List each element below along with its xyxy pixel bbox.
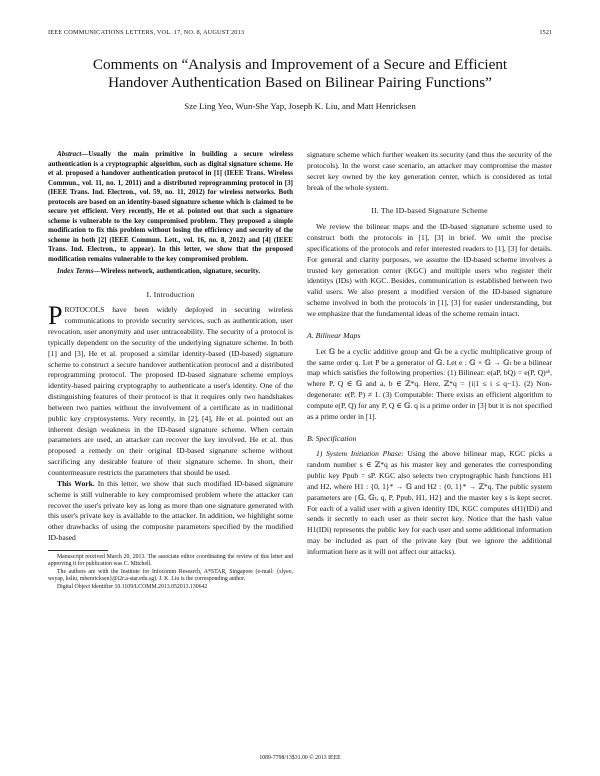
page-number: 1521 <box>539 29 552 36</box>
footnote-doi: Digital Object Identifier 10.1109/LCOMM.2013.052013.130642 <box>57 583 208 590</box>
intro-p1-text: ROTOCOLS have been widely deployed in securing wireless communications to provide security services, such as authentication, user revocation, user anonymity and user untraceability. The security of a protocol is typically dependent on the security of the underlying signature scheme. In both [1] and [3], He et al. proposed a similar identity-based (ID-based) signature scheme to construct a secure handover authentication protocol and a distributed reprogramming protocol. The proposed ID-based signature scheme employs identity-based pairing cryptography to authenticate a user's identity. One of the distinguishing features of their protocol is that it requires only two handshakes between two parties without the involvement of a certificate as in traditional public key cryptosystems. Very recently, in [2], [4], He et al. pointed out an inherent design weakness in the ID-based signature scheme. When certain parameters are used, an attacker can recover the key involved. He et al. thus proposed a remedy on their original ID-based signature scheme without sacrificing any desirable feature of their signature scheme. In short, their countermeasure restricts the parameters that should be used. <box>48 305 293 477</box>
subsection-heading-specification: B. Specification <box>307 433 357 443</box>
section2-paragraph: We review the bilinear maps and the ID-based signature scheme used to construct both the protocols in [1], [3] in brief. We omit the precise specifications of the protocols and refer interested readers to [1], [3] for details. For general and clarity purposes, we assume the ID-based scheme involves a trusted key generation center (KGC) and multiple users who register their identitys (IDs) with KGC. Besides, communication is established between two valid users. We also present a modified version of the ID-based signature scheme involved in both the protocols in [1], [3] for easier understanding, but we emphasize that the fundamental ideas of the scheme remain intact. <box>307 222 552 318</box>
paper-title-line-2: Handover Authentication Based on Bilinear Pairing Functions” <box>108 74 492 91</box>
index-terms-lead: Index Terms <box>57 267 94 275</box>
intro-p2-text: In this letter, we show that such modified ID-based signature scheme is still vulnerable to key compromised problem where the attacker can recover the user's private key as long as more than one signature generated with this user's private key is available to the attacker. In addition, we highlight some other drawbacks of using the composite parameters specified by the modified ID-based <box>48 478 293 543</box>
system-initiation-lead: 1) System Initiation Phase: <box>316 449 404 459</box>
introduction-paragraph-2 <box>48 479 293 544</box>
left-column <box>48 150 293 591</box>
drop-cap: P <box>48 301 63 331</box>
abstract-lead: Abstract <box>57 150 82 158</box>
abstract-text: —Usually the main primitive in building a secure wireless authentication is a cryptographic algorithm, such as digital signature scheme. He et al. proposed a handover authentication protocol in [1] (IEEE Trans. Wireless Commun., vol. 11, no. 1, 2011) and a distributed reprogramming protocol in [3] (IEEE Trans. Ind. Electron., vol. 59, no. 11, 2012) for wireless networks. Both protocols are based on an identity-based signature scheme which is claimed to be secure yet efficient. Very recently, He et al. pointed out that such a signature scheme is vulnerable to the key compromised problem. They proposed a simple modification to fix this problem without losing the efficiency and security of the scheme in both [2] (IEEE Commun. Lett., vol. 16, no. 8, 2012) and [4] (IEEE Trans. Ind. Electron., to appear). In this letter, we show that the proposed modification remains vulnerable to the key compromised problem. <box>48 150 293 263</box>
right-column <box>307 150 552 558</box>
index-terms-text: —Wireless network, authentication, signature, security. <box>93 267 261 275</box>
footnote-manuscript: Manuscript received March 20, 2013. The associate editor coordinating the review of this letter and approving it for publication was C. Mitchell. <box>48 553 293 568</box>
index-terms <box>48 267 293 277</box>
footnote-affiliation: The authors are with the Institute for Infocomm Research, A*STAR, Singapore (e-mail: {slyeo, wsyap, ksliu, mhenricksen}@i2r.a-star.edu.sg). J. K. Liu is the corresponding author. <box>48 568 293 583</box>
bilinear-maps-paragraph: Let 𝔾 be a cyclic additive group and 𝔾ₜ be a cyclic multiplicative group of the same order q. Let P be a generator of 𝔾. Let e : 𝔾 × 𝔾 → 𝔾ₜ be a bilinear map which satisfies the following properties: (1) Bilinear: e(aP, bQ) = e(P, Q)ᵃᵇ, where P, Q ∈ 𝔾 and a, b ∈ ℤ*q. Here, ℤ*q = {i|1 ≤ i ≤ q−1}. (2) Non-degenerate: e(P, P) ≠ 1. (3) Computable: There exists an efficient algorithm to compute e(P, Q) for any P, Q ∈ 𝔾. q is a prime order in [3] but it is not specified as a prime order in [1]. <box>307 346 552 421</box>
this-work-lead: This Work. <box>57 478 95 488</box>
paper-title-line-1: Comments on “Analysis and Improvement of a Secure and Efficient <box>92 56 508 73</box>
author-list: Sze Ling Yeo, Wun-She Yap, Joseph K. Liu, and Matt Henricksen <box>184 101 416 111</box>
intro-continuation: signature scheme which further weaken its security (and thus the security of the protocols). In the worst case scenario, an attacker may compromise the master secret key owned by the key generation center, which is considered as total break of the whole system. <box>307 150 552 192</box>
section-heading-introduction: I. Introduction <box>146 289 195 299</box>
abstract <box>48 150 293 264</box>
footnote-divider <box>48 550 108 551</box>
subsection-heading-bilinear-maps: A. Bilinear Maps <box>307 330 361 340</box>
section-heading-id-based-signature: II. The ID-based Signature Scheme <box>371 206 488 216</box>
copyright-footer: 1089-7798/13$31.00 © 2013 IEEE <box>259 755 341 761</box>
running-header: IEEE COMMUNICATIONS LETTERS, VOL. 17, NO. 8, AUGUST 2013 <box>48 29 245 36</box>
specification-text: Using the above bilinear map, KGC picks a random number s ∈ ℤ*q as his master key and generates the corresponding public key Ppub = sP. KGC also selects two cryptographic hash functions H1 and H2, where H1 : {0, 1}* → 𝔾 and H2 : {0, 1}* → ℤ*q. The public system parameters are {𝔾, 𝔾ₜ, q, P, Ppub, H1, H2} and the master key s is kept secret. For each of a valid user with a given identity IDi, KGC computes sH1(IDi) and sends it secretly to each user as their secret key. Notice that the hash value H1(IDi) represents the public key for each user and some additional information may be included as part of the private key (but we ignore the additional information here as it will not affect our attacks). <box>307 449 552 556</box>
introduction-paragraph-1 <box>48 301 293 479</box>
specification-paragraph <box>307 449 552 557</box>
